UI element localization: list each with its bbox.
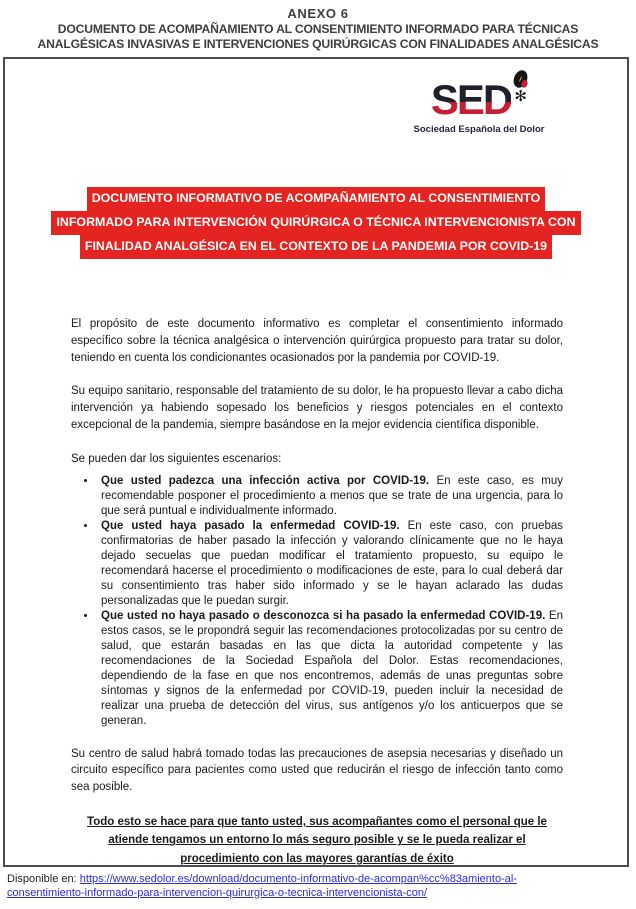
bullet-lead: Que usted padezca una infección activa por COVID-19. xyxy=(101,474,430,487)
compass-asterisk-icon: ✻ xyxy=(514,88,527,105)
sed-logo-subtitle: Sociedad Española del Dolor xyxy=(413,124,545,135)
bullet-text: En estos casos, se le propondrá seguir las recomendaciones protocolizadas por su centro de salud, que estarán basadas en las que dicta la autoridad competente y las recomendaciones de la Sociedad Española del Dolor. Estas recomendaciones, dependiendo de la fase en que nos encontremos, además de unas preguntas sobre síntomas y signos de la enfermedad por COVID-19, pueden incluir la necesidad de realizar una prueba de detección del virus, sus antígenos y/o los anticuerpos que se generan. xyxy=(101,609,563,727)
banner-line-3: FINALIDAD ANALGÉSICA EN EL CONTEXTO DE LA PANDEMIA POR COVID-19 xyxy=(80,235,552,259)
source-link[interactable]: https://www.sedolor.es/download/documento-informativo-de-acompan%cc%83amiento-al-consentimiento-informado-para-intervencion-quirurgica-o-tecnica-intervencionista-con/ xyxy=(7,873,517,899)
paragraph-purpose: El propósito de este documento informativo es completar el consentimiento informado específico sobre la técnica analgésica o intervención quirúrgica propuesto para tratar su dolor, teniendo en cuenta los condicionantes ocasionados por la pandemia por COVID-19. xyxy=(71,318,563,364)
sed-logo-icons xyxy=(514,70,527,104)
paragraph-team: Su equipo sanitario, responsable del tratamiento de su dolor, le ha propuesto llevar a cabo dicha intervención ya habiendo sopesado los beneficios y riesgos potenciales en el contexto excepcional de la pandemia, siempre basándose en la mejor evidencia científica disponible. xyxy=(71,385,563,431)
sed-logo-acronym: SED xyxy=(430,76,512,123)
bullet-lead: Que usted no haya pasado o desconozca si ha pasado la enfermedad COVID-19. xyxy=(101,609,546,622)
body-content xyxy=(71,316,563,867)
red-title-banner xyxy=(5,187,627,259)
bullet-lead: Que usted haya pasado la enfermedad COVID-19. xyxy=(101,519,400,532)
bullet-text: En este caso, con pruebas confirmatorias de haber pasado la infección y valorando clínicamente que no le haya dejado secuelas que puedan modificar el tratamiento propuesto, su equipo le recomendará hacerse el procedimiento o modificaciones de este, para lo cual deberá dar su consentimiento tras haber sido informado y se le hayan aclarado las dudas personalizadas que le puedan surgir. xyxy=(101,519,563,607)
availability-label: Disponible en: xyxy=(7,873,80,885)
document-frame xyxy=(3,57,629,867)
bullet-unknown-status xyxy=(97,609,563,729)
annex-label: ANEXO 6 xyxy=(287,6,349,21)
banner-line-1: DOCUMENTO INFORMATIVO DE ACOMPAÑAMIENTO AL CONSENTIMIENTO xyxy=(87,187,546,211)
paragraph-scenarios-intro: Se pueden dar los siguientes escenarios: xyxy=(71,452,282,465)
banner-line-2: INFORMADO PARA INTERVENCIÓN QUIRÚRGICA O TÉCNICA INTERVENCIONISTA CON xyxy=(51,211,580,235)
target-icon xyxy=(511,68,530,90)
bullet-text: En este caso, es muy recomendable posponer el procedimiento a menos que se trate de una urgencia, para lo que será puntual e individualmente informado. xyxy=(101,474,563,517)
closing-statement: Todo esto se hace para que tanto usted, sus acompañantes como el personal que le atiende tengamos un entorno lo más seguro posible y se le pueda realizar el procedimiento con las mayores garantías de éxito xyxy=(87,815,547,865)
bullet-active-infection xyxy=(97,474,563,519)
document-title-line-2: ANALGÉSICAS INVASIVAS E INTERVENCIONES QUIRÚRGICAS CON FINALIDADES ANALGÉSICAS xyxy=(37,37,599,51)
bullet-past-disease xyxy=(97,519,563,609)
scenario-bullet-list xyxy=(71,474,563,729)
sed-logo xyxy=(413,76,545,135)
paragraph-asepsis: Su centro de salud habrá tomado todas las precauciones de asepsia necesarias y diseñado un circuito específico para pacientes como usted que reducirán el riesgo de infección tanto como sea posible. xyxy=(71,747,563,794)
document-title-line-1: DOCUMENTO DE ACOMPAÑAMIENTO AL CONSENTIMIENTO INFORMADO PARA TÉCNICAS xyxy=(57,22,579,36)
availability-footer xyxy=(7,873,583,900)
page-header xyxy=(0,0,636,52)
